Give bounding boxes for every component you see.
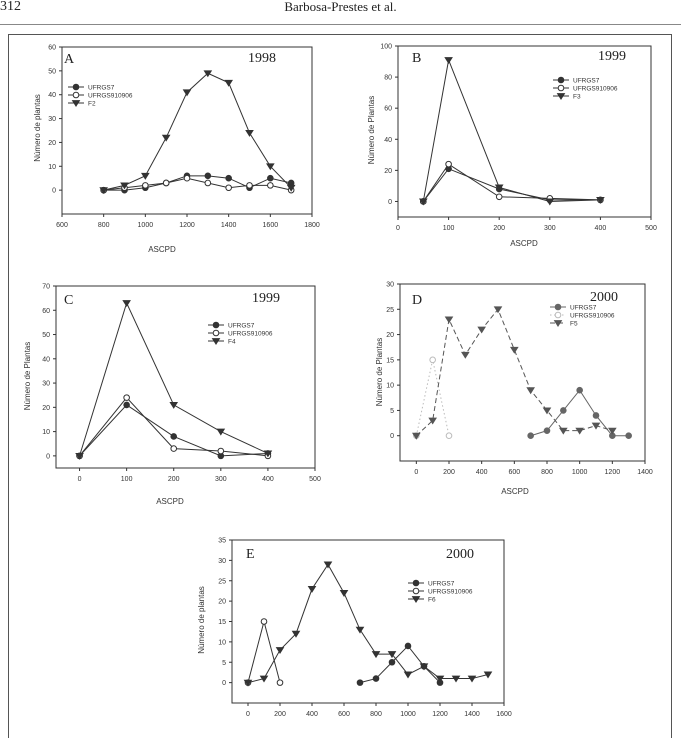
x-tick-label-c: 100: [120, 476, 133, 483]
y-tick-label-d: 15: [386, 357, 394, 365]
plot-area-a: [62, 47, 312, 214]
legend-label-e: UFRGS910906: [428, 588, 473, 596]
data-point-a-ufrgs910906: [184, 175, 190, 181]
x-axis-label-a: ASCPD: [148, 245, 176, 254]
legend-label-a: F2: [88, 100, 96, 108]
data-point-e-f6: [340, 590, 347, 596]
y-tick-label-c: 40: [42, 356, 50, 364]
x-tick-label-a: 1600: [262, 222, 279, 229]
data-point-a-ufrgs910906: [205, 180, 211, 186]
x-tick-label-a: 1800: [304, 222, 320, 229]
data-point-c-ufrgs7: [171, 434, 177, 440]
x-tick-label-a: 800: [97, 222, 110, 229]
data-point-c-ufrgs7: [124, 402, 130, 408]
panel-letter-e: E: [246, 547, 255, 562]
x-tick-label-d: 800: [541, 469, 553, 476]
series-line-b-ufrgs7: [423, 169, 600, 202]
y-tick-label-c: 0: [46, 453, 50, 461]
data-point-a-f2: [246, 130, 253, 136]
data-point-d-ufrgs7: [561, 408, 567, 414]
data-point-d-ufrgs7: [593, 413, 599, 419]
y-axis-label-a: Número de plantas: [33, 94, 42, 162]
y-tick-label-c: 20: [42, 404, 50, 412]
x-tick-label-d: 1400: [637, 469, 653, 476]
x-axis-label-d: ASCPD: [501, 487, 529, 496]
data-point-e-ufrgs910906: [261, 619, 267, 625]
data-point-b-ufrgs910906: [446, 161, 452, 167]
data-point-d-ufrgs910906: [430, 357, 436, 363]
data-point-c-f4: [170, 402, 177, 408]
data-point-a-ufrgs7: [226, 175, 232, 181]
x-tick-label-a: 1200: [179, 222, 195, 229]
data-point-b-f3: [445, 57, 452, 63]
x-tick-label-e: 1200: [432, 711, 448, 718]
y-tick-label-d: 20: [386, 332, 394, 340]
data-point-a-ufrgs910906: [143, 183, 149, 189]
y-tick-label-b: 20: [384, 167, 392, 175]
series-line-d-f5: [416, 309, 612, 435]
x-tick-label-a: 1400: [220, 222, 237, 229]
legend-label-d: UFRGS910906: [570, 312, 615, 320]
legend-marker-d: [555, 312, 561, 318]
x-tick-label-c: 200: [167, 476, 180, 483]
x-tick-label-c: 0: [77, 476, 82, 483]
y-tick-label-a: 40: [48, 92, 56, 100]
legend-label-b: F3: [573, 93, 581, 101]
legend-marker-c: [213, 322, 219, 328]
data-point-a-ufrgs7: [205, 173, 211, 179]
y-tick-label-e: 0: [222, 680, 226, 688]
x-tick-label-d: 0: [414, 469, 419, 476]
data-point-a-f2: [225, 80, 232, 86]
y-tick-label-b: 40: [384, 136, 392, 144]
x-tick-label-c: 500: [309, 476, 321, 483]
x-tick-label-b: 300: [543, 225, 556, 232]
series-line-e-ufrgs910906: [248, 622, 280, 683]
data-point-a-ufrgs910906: [163, 180, 169, 186]
series-line-a-f2: [104, 73, 292, 190]
plot-area-c: [56, 286, 315, 468]
legend-label-b: UFRGS7: [573, 77, 600, 85]
data-point-a-ufrgs910906: [247, 183, 253, 189]
data-point-e-ufrgs7: [405, 643, 411, 649]
y-tick-label-b: 60: [384, 105, 392, 113]
y-tick-label-a: 20: [48, 139, 56, 147]
x-tick-label-d: 1000: [571, 469, 588, 476]
data-point-c-ufrgs910906: [218, 448, 224, 454]
y-axis-label-e: Número de plantas: [197, 586, 206, 654]
data-point-c-f4: [123, 300, 130, 306]
x-tick-label-e: 1400: [464, 711, 480, 718]
x-tick-label-e: 1600: [496, 711, 512, 718]
legend-marker-b: [558, 77, 564, 83]
data-point-e-ufrgs910906: [277, 680, 283, 686]
data-point-c-ufrgs910906: [124, 395, 130, 401]
y-tick-label-c: 30: [42, 380, 50, 388]
data-point-e-f6: [324, 562, 331, 568]
data-point-e-f6: [308, 586, 315, 592]
data-point-d-f5: [527, 388, 534, 394]
legend-marker-e: [413, 580, 419, 586]
y-tick-label-e: 30: [218, 557, 226, 565]
chart-panel-b: [367, 44, 657, 249]
y-tick-label-e: 35: [218, 537, 226, 545]
chart-panel-c: [23, 284, 321, 507]
x-tick-label-e: 600: [338, 711, 350, 718]
series-line-a-ufrgs910906: [104, 178, 292, 190]
legend-marker-e: [413, 588, 419, 594]
data-point-d-f5: [462, 352, 469, 358]
x-tick-label-e: 200: [274, 711, 286, 718]
data-point-c-f4: [217, 429, 224, 435]
x-tick-label-e: 400: [306, 711, 318, 718]
data-point-c-ufrgs910906: [171, 446, 177, 452]
y-tick-label-e: 5: [222, 659, 226, 667]
y-tick-label-e: 25: [218, 578, 226, 586]
legend-label-c: UFRGS910906: [228, 330, 273, 338]
legend-label-b: UFRGS910906: [573, 85, 618, 93]
panel-year-e: 2000: [446, 547, 474, 562]
data-point-e-ufrgs7: [389, 659, 395, 665]
data-point-d-f5: [445, 317, 452, 323]
y-tick-label-c: 10: [42, 429, 50, 437]
y-tick-label-a: 50: [48, 68, 56, 76]
y-tick-label-d: 25: [386, 306, 394, 314]
data-point-a-ufrgs910906: [268, 183, 274, 189]
x-tick-label-e: 800: [370, 711, 382, 718]
plot-area-d: [400, 284, 645, 461]
x-tick-label-d: 600: [508, 469, 521, 476]
y-tick-label-c: 60: [42, 307, 50, 315]
y-axis-label-b: Número de Plantas: [367, 95, 376, 165]
legend-label-a: UFRGS7: [88, 84, 115, 92]
y-tick-label-a: 10: [48, 163, 56, 171]
y-tick-label-a: 30: [48, 116, 56, 124]
data-point-a-f2: [142, 173, 149, 179]
x-tick-label-c: 400: [262, 476, 274, 483]
chart-panel-d: [375, 282, 653, 497]
x-tick-label-b: 0: [396, 225, 400, 232]
panel-year-a: 1998: [248, 51, 276, 66]
data-point-a-ufrgs7: [268, 175, 274, 181]
x-tick-label-b: 400: [594, 225, 607, 232]
panel-year-d: 2000: [590, 290, 618, 305]
y-tick-label-e: 10: [218, 639, 226, 647]
panel-letter-a: A: [64, 52, 75, 67]
x-tick-label-b: 500: [645, 225, 657, 232]
y-axis-label-d: Número de Plantas: [375, 337, 384, 407]
x-tick-label-a: 600: [56, 222, 68, 229]
legend-label-d: UFRGS7: [570, 304, 597, 312]
chart-panel-e: [197, 538, 512, 719]
x-axis-label-c: ASCPD: [156, 497, 184, 506]
data-point-a-f2: [183, 90, 190, 96]
x-tick-label-d: 1200: [604, 469, 621, 476]
x-tick-label-b: 200: [493, 225, 506, 232]
legend-label-c: F4: [228, 338, 236, 346]
legend-label-d: F5: [570, 320, 578, 328]
data-point-d-ufrgs7: [528, 433, 534, 439]
y-tick-label-b: 100: [380, 43, 392, 51]
x-tick-label-d: 200: [443, 469, 455, 476]
y-tick-label-b: 0: [388, 198, 392, 206]
data-point-d-ufrgs7: [544, 428, 550, 434]
data-point-a-ufrgs910906: [226, 185, 232, 191]
y-tick-label-d: 5: [390, 407, 394, 415]
legend-label-c: UFRGS7: [228, 322, 255, 330]
data-point-e-f6: [356, 627, 363, 633]
y-tick-label-b: 80: [384, 74, 392, 82]
legend-label-e: F6: [428, 596, 436, 604]
data-point-e-f6: [404, 672, 411, 678]
legend-marker-c: [213, 330, 219, 336]
legend-marker-a: [73, 84, 79, 90]
data-point-a-f2: [163, 135, 170, 141]
x-tick-label-a: 1000: [137, 222, 154, 229]
legend-label-a: UFRGS910906: [88, 92, 133, 100]
panel-letter-b: B: [412, 51, 422, 66]
data-point-e-ufrgs7: [373, 676, 379, 682]
y-tick-label-c: 70: [42, 283, 50, 291]
series-line-a-ufrgs7: [104, 176, 292, 190]
x-tick-label-e: 1000: [400, 711, 416, 718]
x-axis-label-b: ASCPD: [510, 239, 538, 248]
y-tick-label-e: 15: [218, 619, 226, 626]
x-tick-label-d: 400: [475, 469, 488, 476]
panel-letter-c: C: [64, 293, 74, 308]
data-point-b-ufrgs910906: [496, 194, 502, 200]
data-point-e-ufrgs7: [357, 680, 363, 686]
y-axis-label-c: Número de Plantas: [23, 341, 32, 411]
panel-letter-d: D: [412, 293, 423, 308]
legend-label-e: UFRGS7: [428, 580, 455, 588]
panel-year-b: 1999: [598, 49, 626, 64]
page-number: 312: [0, 0, 21, 14]
chart-panel-a: [33, 45, 320, 255]
legend-marker-b: [558, 85, 564, 91]
data-point-d-f5: [511, 347, 518, 353]
x-tick-label-e: 0: [246, 711, 250, 718]
panel-year-c: 1999: [252, 291, 280, 306]
y-tick-label-a: 0: [52, 187, 56, 195]
y-tick-label-d: 0: [390, 433, 394, 441]
y-tick-label-c: 50: [42, 332, 50, 340]
y-tick-label-a: 60: [48, 44, 56, 52]
data-point-d-ufrgs7: [626, 433, 632, 439]
running-header-authors: Barbosa-Prestes et al.: [284, 0, 397, 14]
legend-marker-a: [73, 92, 79, 98]
x-tick-label-b: 100: [442, 225, 455, 232]
data-point-d-f5: [478, 327, 485, 333]
x-tick-label-c: 300: [214, 476, 227, 483]
y-tick-label-d: 30: [386, 281, 394, 289]
y-tick-label-e: 20: [218, 598, 226, 606]
data-point-d-ufrgs910906: [446, 433, 452, 439]
data-point-d-ufrgs7: [577, 387, 583, 393]
data-point-e-f6: [276, 648, 283, 654]
y-tick-label-d: 10: [386, 382, 394, 390]
legend-marker-d: [555, 304, 561, 310]
